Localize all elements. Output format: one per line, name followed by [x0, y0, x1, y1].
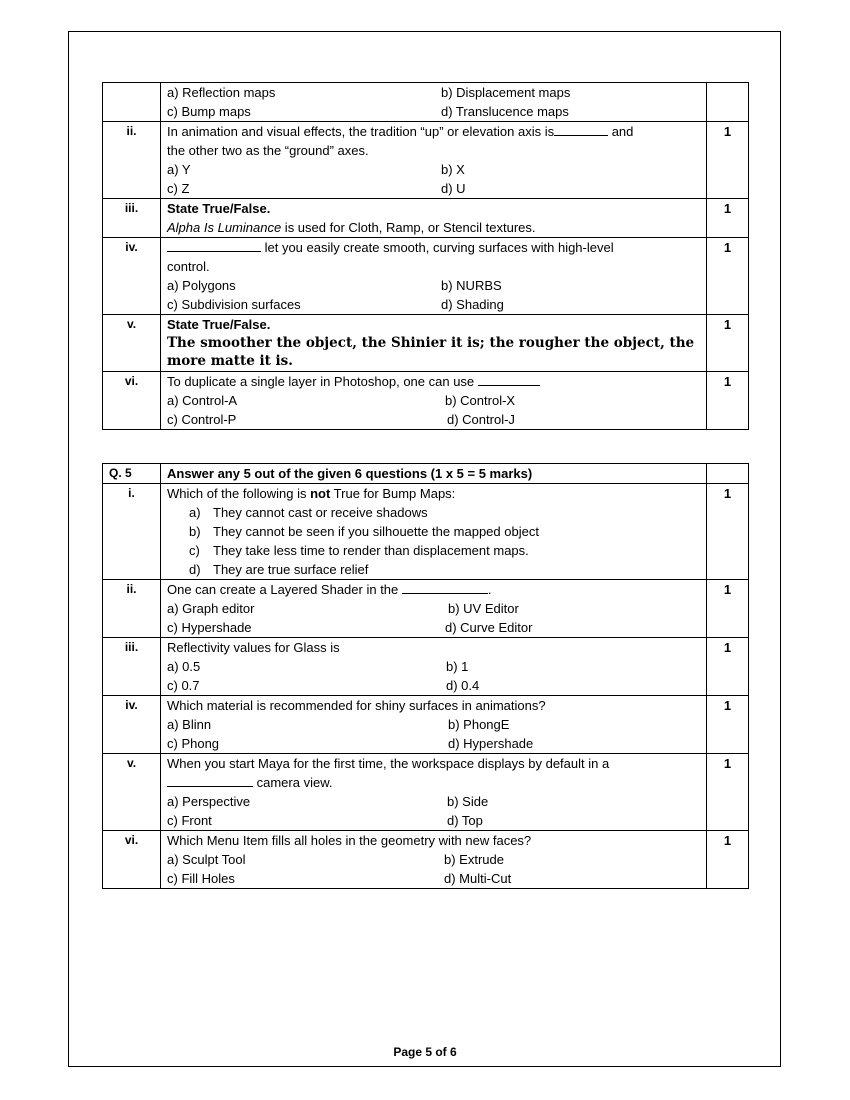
table-row [103, 83, 749, 122]
question-number: iii. [103, 638, 161, 696]
question-marks [707, 83, 749, 122]
question-heading: State True/False. [167, 317, 271, 332]
question-body [161, 372, 707, 430]
question-body [161, 315, 707, 372]
option-c: c) Hypershade [167, 620, 252, 635]
question-marks: 1 [707, 199, 749, 238]
question-text-line2: control. [167, 259, 210, 274]
question-table-q5 [102, 463, 749, 889]
question-body [161, 580, 707, 638]
option-a: a) Blinn [167, 717, 212, 732]
question-text-line2: the other two as the “ground” axes. [167, 143, 369, 158]
question-body [161, 199, 707, 238]
question-marks: 1 [707, 696, 749, 754]
option-a: a) Reflection maps [167, 85, 276, 100]
question-text: let you easily create smooth, curving surfaces with high-level [261, 240, 614, 255]
option-b: b) Control-X [445, 393, 516, 408]
answer-blank [554, 123, 608, 136]
question-text: Which Menu Item fills all holes in the geometry with new faces? [167, 833, 532, 848]
option-b: b) NURBS [441, 278, 502, 293]
option-b: b) UV Editor [448, 601, 519, 616]
option-c: c) Z [167, 181, 190, 196]
sub-option-text: They are true surface relief [213, 562, 369, 577]
question-marks: 1 [707, 238, 749, 315]
option-a: a) Polygons [167, 278, 236, 293]
table-row [103, 238, 749, 315]
table-row [103, 754, 749, 831]
option-a: a) 0.5 [167, 659, 201, 674]
option-c: c) Subdivision surfaces [167, 297, 301, 312]
question-number: ii. [103, 122, 161, 199]
option-a: a) Perspective [167, 794, 251, 809]
sub-option-text: They take less time to render than displacement maps. [213, 543, 529, 558]
question-heading: State True/False. [167, 201, 271, 216]
option-d: d) Multi-Cut [444, 871, 512, 886]
table-row [103, 638, 749, 696]
question-text: One can create a Layered Shader in the [167, 582, 399, 597]
sub-option-text: They cannot cast or receive shadows [213, 505, 428, 520]
question-number: iv. [103, 696, 161, 754]
question-body [161, 638, 707, 696]
table-row [103, 484, 749, 580]
question-text: When you start Maya for the first time, the workspace displays by default in a [167, 756, 610, 771]
question-marks: 1 [707, 372, 749, 430]
table-row [103, 696, 749, 754]
table-row [103, 122, 749, 199]
question-emphasis: not [310, 486, 331, 501]
option-a: a) Graph editor [167, 601, 255, 616]
option-c: c) Fill Holes [167, 871, 235, 886]
question-text: In animation and visual effects, the tradition “up” or elevation axis is [167, 124, 555, 139]
answer-blank [167, 239, 261, 252]
option-c: c) Front [167, 813, 212, 828]
question-number [103, 83, 161, 122]
question-text: To duplicate a single layer in Photoshop, one can use [167, 374, 475, 389]
option-b: b) PhongE [448, 717, 510, 732]
option-c: c) Control-P [167, 412, 237, 427]
option-c: c) 0.7 [167, 678, 200, 693]
answer-blank [478, 373, 540, 386]
option-a: a) Control-A [167, 393, 238, 408]
question-text: is used for Cloth, Ramp, or Stencil textures. [281, 220, 536, 235]
question-marks: 1 [707, 580, 749, 638]
table-row [103, 831, 749, 889]
question-text-end: True for Bump Maps: [330, 486, 456, 501]
table-row [103, 315, 749, 372]
option-b: b) Extrude [444, 852, 504, 867]
question-text: Which of the following is [167, 486, 311, 501]
option-d: d) Control-J [447, 412, 515, 427]
sub-option-letter: b) [189, 524, 201, 539]
question-statement: The smoother the object, the Shinier it is; the rougher the object, the more matte it is. [167, 335, 695, 369]
option-a: a) Sculpt Tool [167, 852, 246, 867]
answer-blank [402, 581, 488, 594]
answer-blank [167, 774, 253, 787]
marks-header-cell [707, 464, 749, 484]
question-number: v. [103, 754, 161, 831]
option-d: d) Translucence maps [441, 104, 569, 119]
question-number: vi. [103, 372, 161, 430]
question-number: vi. [103, 831, 161, 889]
option-d: d) Curve Editor [445, 620, 533, 635]
option-d: d) Top [447, 813, 483, 828]
option-b: b) 1 [446, 659, 469, 674]
question-term: Alpha Is Luminance [167, 220, 282, 235]
question-text: Which material is recommended for shiny surfaces in animations? [167, 698, 546, 713]
question-number: i. [103, 484, 161, 580]
sub-option-text: They cannot be seen if you silhouette the mapped object [213, 524, 539, 539]
section-instruction: Answer any 5 out of the given 6 questions (1 x 5 = 5 marks) [161, 464, 707, 484]
question-marks: 1 [707, 484, 749, 580]
question-body [161, 754, 707, 831]
sub-option-letter: c) [189, 543, 200, 558]
question-marks: 1 [707, 122, 749, 199]
option-a: a) Y [167, 162, 191, 177]
question-body [161, 831, 707, 889]
table-header-row [103, 464, 749, 484]
question-body [161, 83, 707, 122]
question-text-end: and [608, 124, 634, 139]
sub-option-letter: a) [189, 505, 201, 520]
option-d: d) U [441, 181, 466, 196]
option-d: d) Hypershade [448, 736, 534, 751]
question-body [161, 696, 707, 754]
option-b: b) X [441, 162, 465, 177]
question-text-line2: camera view. [253, 775, 333, 790]
question-body [161, 122, 707, 199]
question-body [161, 238, 707, 315]
question-marks: 1 [707, 638, 749, 696]
question-table-q4-continued [102, 82, 749, 430]
question-marks: 1 [707, 831, 749, 889]
question-body [161, 484, 707, 580]
option-c: c) Phong [167, 736, 220, 751]
sub-option-letter: d) [189, 562, 201, 577]
question-marks: 1 [707, 315, 749, 372]
option-d: d) Shading [441, 297, 504, 312]
question-label: Q. 5 [103, 464, 161, 484]
question-number: iii. [103, 199, 161, 238]
question-number: ii. [103, 580, 161, 638]
table-row [103, 580, 749, 638]
option-b: b) Displacement maps [441, 85, 571, 100]
question-text-end: . [487, 582, 492, 597]
table-row [103, 199, 749, 238]
option-c: c) Bump maps [167, 104, 251, 119]
question-number: iv. [103, 238, 161, 315]
question-number: v. [103, 315, 161, 372]
option-b: b) Side [447, 794, 489, 809]
question-marks: 1 [707, 754, 749, 831]
table-row [103, 372, 749, 430]
option-d: d) 0.4 [446, 678, 480, 693]
page-number: Page 5 of 6 [393, 1045, 457, 1059]
question-text: Reflectivity values for Glass is [167, 640, 340, 655]
